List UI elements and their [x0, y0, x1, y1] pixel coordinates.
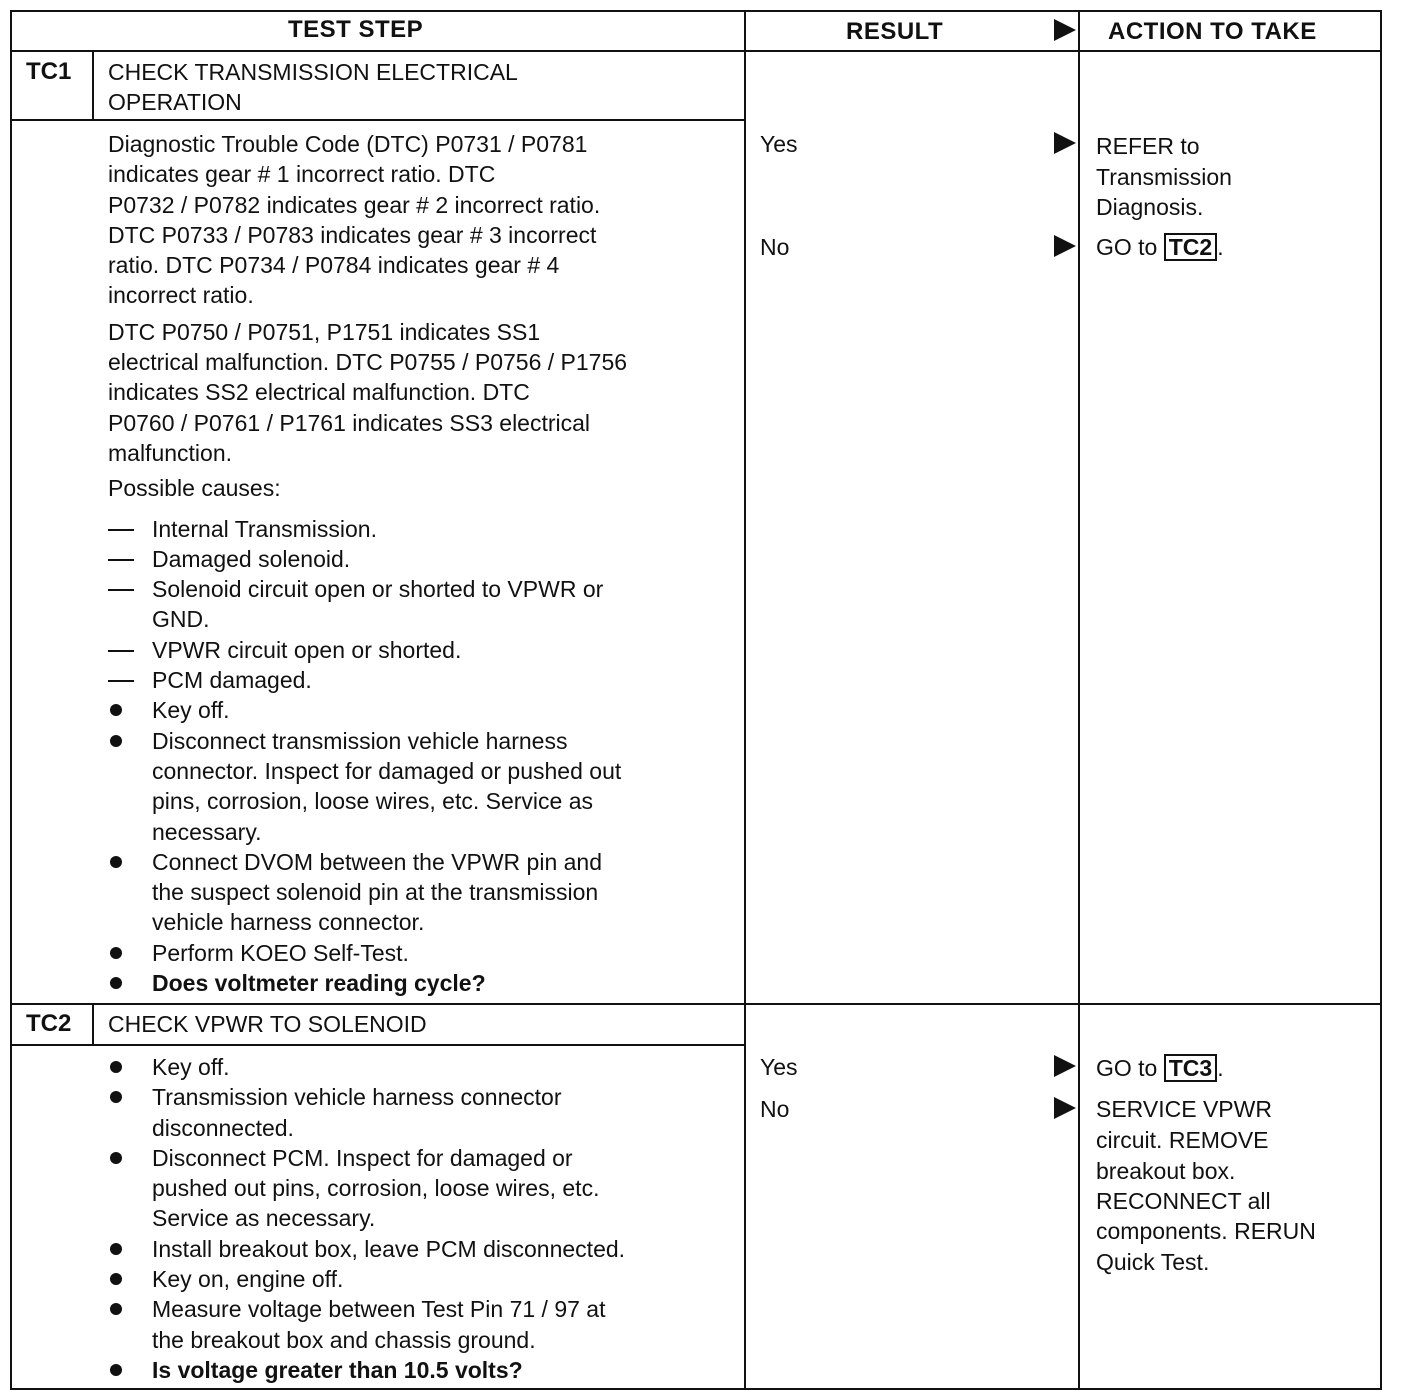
table-right-border — [1380, 10, 1382, 1390]
tc2-result-yes: Yes — [760, 1054, 798, 1080]
tc1-para2-line: indicates SS2 electrical malfunction. DTC — [108, 379, 530, 406]
tc1-step-item-cont: pins, corrosion, loose wires, etc. Service as — [152, 788, 594, 815]
tc2-id: TC2 — [26, 1010, 72, 1037]
tc1-action-yes-line: REFER to — [1096, 133, 1200, 159]
tc1-cause-item: PCM damaged. — [108, 665, 627, 695]
tc1-para1-line: DTC P0733 / P0783 indicates gear # 3 incorrect — [108, 221, 597, 248]
bullet-icon — [110, 1364, 122, 1376]
bullet-icon — [110, 735, 122, 747]
tc2-action-no-line: components. RERUN — [1096, 1218, 1316, 1244]
tc1-id-divider — [92, 50, 94, 120]
tc2-step-item: Disconnect PCM. Inspect for damaged or — [108, 1143, 625, 1173]
tc1-result-yes: Yes — [760, 131, 798, 157]
tc1-no-arrow-icon — [1054, 235, 1076, 257]
tc2-result-no: No — [760, 1096, 790, 1122]
table-top-border — [10, 10, 1382, 12]
tc2-id-divider — [92, 1003, 94, 1045]
bullet-icon — [110, 1303, 122, 1315]
bullet-icon — [110, 856, 122, 868]
header-test-step: TEST STEP — [288, 16, 424, 43]
tc2-question: Is voltage greater than 10.5 volts? — [108, 1355, 625, 1385]
bullet-icon — [110, 977, 122, 989]
tc2-step-item: Transmission vehicle harness connector — [108, 1082, 625, 1112]
tc1-para1-line: ratio. DTC P0734 / P0784 indicates gear # 4 — [108, 252, 560, 279]
tc1-step-item: Perform KOEO Self-Test. — [108, 938, 627, 968]
tc2-action-no-line: RECONNECT all — [1096, 1188, 1271, 1214]
tc1-para1-line: indicates gear # 1 incorrect ratio. DTC — [108, 161, 496, 188]
tc2-step-item: Key off. — [108, 1052, 625, 1082]
tc1-cause-item-cont: GND. — [152, 606, 210, 633]
tc1-para2-line: malfunction. — [108, 439, 233, 466]
tc1-para2-line: DTC P0750 / P0751, P1751 indicates SS1 — [108, 318, 541, 345]
tc1-step-item-cont: necessary. — [152, 818, 262, 845]
tc2-reference-link[interactable]: TC2 — [1164, 233, 1217, 261]
bullet-icon — [110, 1061, 122, 1073]
tc1-step-item: Key off. — [108, 695, 627, 725]
tc2-action-no-line: Quick Test. — [1096, 1249, 1210, 1275]
bullet-icon — [110, 704, 122, 716]
tc1-id: TC1 — [26, 58, 72, 85]
tc1-title-line1: CHECK TRANSMISSION ELECTRICAL — [108, 59, 518, 85]
tc1-step-item-cont: connector. Inspect for damaged or pushed out — [152, 757, 622, 784]
dash-icon — [108, 680, 134, 682]
tc2-title-bottom-border — [10, 1044, 746, 1046]
bullet-icon — [110, 947, 122, 959]
tc1-para2-line: P0760 / P0761 / P1761 indicates SS3 electrical — [108, 409, 591, 436]
tc1-action-no[interactable]: GO to TC2 . — [1096, 234, 1224, 260]
dash-icon — [108, 650, 134, 652]
tc1-cause-item: VPWR circuit open or shorted. — [108, 635, 627, 665]
tc1-cause-item: Internal Transmission. — [108, 514, 627, 544]
tc2-step-item: Measure voltage between Test Pin 71 / 97 at — [108, 1294, 625, 1324]
header-result: RESULT — [846, 18, 944, 45]
tc1-step-item: Connect DVOM between the VPWR pin and — [108, 847, 627, 877]
tc2-no-arrow-icon — [1054, 1097, 1076, 1119]
tc2-step-item-cont: Service as necessary. — [152, 1205, 376, 1232]
tc1-para1-line: Diagnostic Trouble Code (DTC) P0731 / P0781 — [108, 131, 588, 157]
tc1-possible-causes-label: Possible causes: — [108, 475, 281, 502]
tc1-question: Does voltmeter reading cycle? — [108, 968, 627, 998]
header-arrow-icon — [1054, 19, 1076, 41]
tc2-action-no-line: breakout box. — [1096, 1158, 1236, 1184]
tc2-action-yes[interactable]: GO to TC3 . — [1096, 1055, 1224, 1081]
tc2-step-item-cont: pushed out pins, corrosion, loose wires, etc. — [152, 1175, 600, 1202]
tc3-reference-link[interactable]: TC3 — [1164, 1054, 1217, 1082]
action-column-divider — [1078, 10, 1080, 1390]
tc2-step-item: Install breakout box, leave PCM disconnected. — [108, 1234, 625, 1264]
tc1-yes-arrow-icon — [1054, 132, 1076, 154]
tc1-tc2-separator — [10, 1003, 1382, 1005]
result-column-divider — [744, 10, 746, 1390]
header-bottom-border — [10, 50, 1382, 52]
header-action: ACTION TO TAKE — [1108, 18, 1317, 45]
tc1-step-item-cont: vehicle harness connector. — [152, 909, 425, 936]
bullet-icon — [110, 1243, 122, 1255]
bullet-icon — [110, 1152, 122, 1164]
tc1-action-yes-line: Diagnosis. — [1096, 194, 1204, 220]
tc2-step-item: Key on, engine off. — [108, 1264, 625, 1294]
tc2-title: CHECK VPWR TO SOLENOID — [108, 1011, 427, 1037]
tc2-action-no-line: circuit. REMOVE — [1096, 1127, 1269, 1153]
tc2-action-no-line: SERVICE VPWR — [1096, 1096, 1272, 1122]
tc2-step-item-cont: disconnected. — [152, 1114, 294, 1141]
tc2-description — [108, 1052, 625, 1385]
tc1-title-bottom-border — [10, 119, 746, 121]
tc1-action-yes-line: Transmission — [1096, 164, 1232, 190]
tc1-cause-item: Solenoid circuit open or shorted to VPWR or — [108, 574, 627, 604]
tc1-description — [108, 129, 627, 998]
tc1-step-item: Disconnect transmission vehicle harness — [108, 726, 627, 756]
table-bottom-border — [10, 1388, 1382, 1390]
tc1-para2-line: electrical malfunction. DTC P0755 / P0756 / P1756 — [108, 349, 628, 376]
tc1-para1-line: incorrect ratio. — [108, 282, 254, 309]
dash-icon — [108, 589, 134, 591]
tc1-result-no: No — [760, 234, 790, 260]
tc2-yes-arrow-icon — [1054, 1055, 1076, 1077]
tc1-para1-line: P0732 / P0782 indicates gear # 2 incorrect ratio. — [108, 191, 601, 218]
table-left-border — [10, 10, 12, 1390]
tc1-cause-item: Damaged solenoid. — [108, 544, 627, 574]
tc1-step-item-cont: the suspect solenoid pin at the transmission — [152, 879, 599, 906]
bullet-icon — [110, 1273, 122, 1285]
dash-icon — [108, 559, 134, 561]
tc1-title-line2: OPERATION — [108, 89, 242, 115]
dash-icon — [108, 529, 134, 531]
tc2-step-item-cont: the breakout box and chassis ground. — [152, 1326, 536, 1353]
bullet-icon — [110, 1091, 122, 1103]
